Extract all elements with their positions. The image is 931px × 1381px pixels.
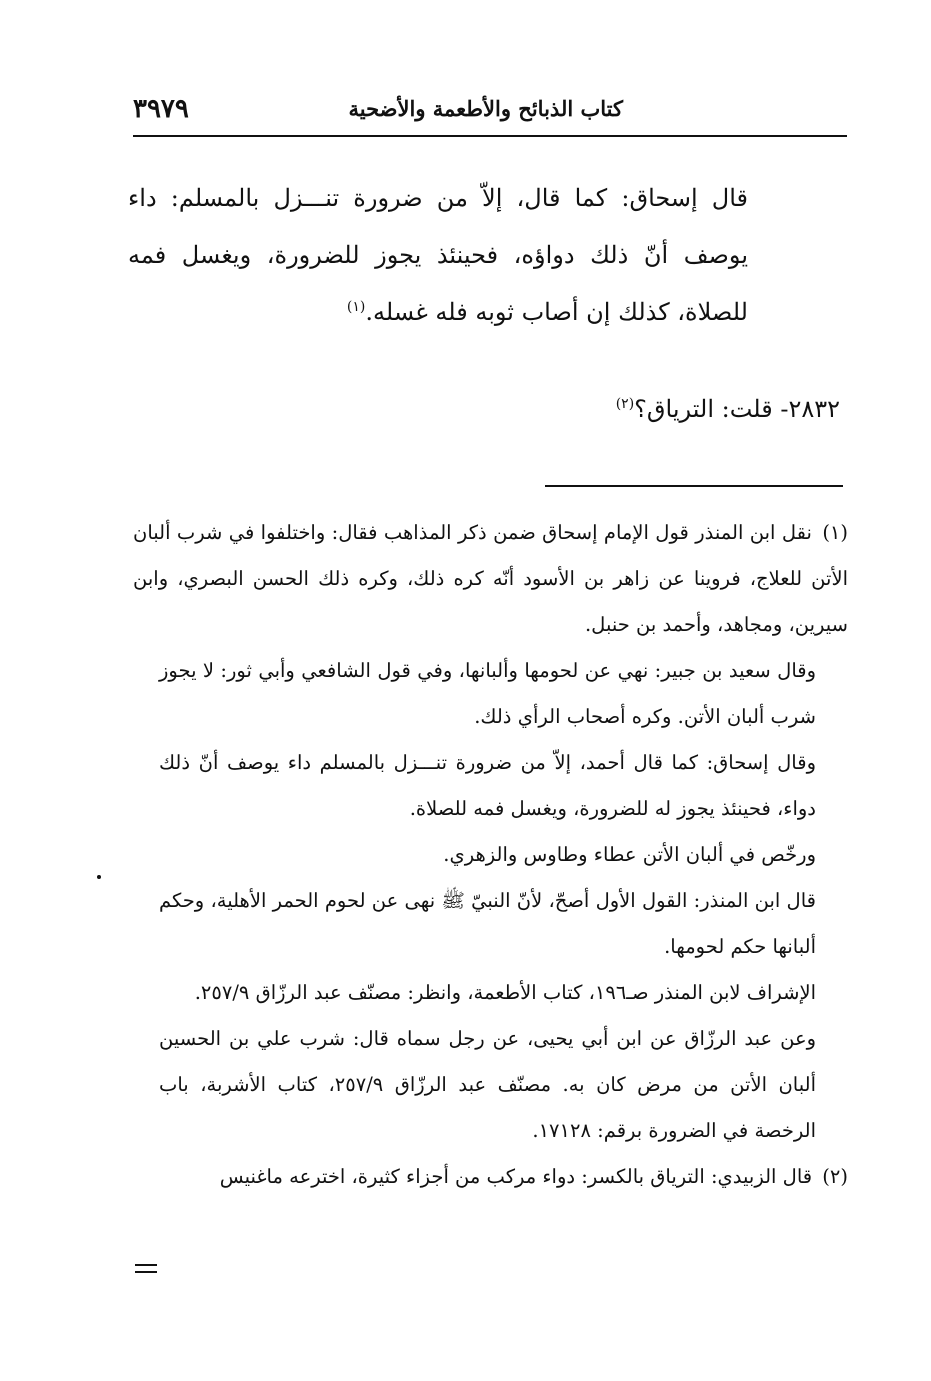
page-header: [133, 92, 843, 132]
footnote-ref-1: (١): [346, 299, 366, 315]
main-paragraph: [128, 170, 748, 341]
footnote-1-marker: (١): [822, 521, 849, 544]
continuation-mark: [135, 1264, 157, 1273]
footnote-1-intro: [133, 510, 848, 648]
footnotes: [133, 510, 848, 1200]
entry-text: ٢٨٣٢- قلت: الترياق؟: [634, 395, 840, 423]
header-rule: [133, 135, 847, 137]
main-paragraph-text: قال إسحاق: كما قال، إلاّ من ضرورة تنـــزل بالمسلم: داء يوصف أنّ ذلك دواؤه، فحينئذ يجوز للضرورة، ويغسل فمه للصلاة، كذلك إن أصاب ثوبه فله غسله.: [128, 184, 748, 326]
footnote-1-paragraph: قال ابن المنذر: القول الأول أصحّ، لأنّ النبيّ ﷺ نهى عن لحوم الحمر الأهلية، وحكم ألبانها حكم لحومها.: [159, 889, 816, 958]
footnote-rule: [545, 485, 843, 487]
entry-2832: [380, 384, 840, 434]
main-text: [128, 170, 748, 341]
footnote-1-paragraph: وعن عبد الرزّاق عن ابن أبي يحيى، عن رجل سماه قال: شرب علي بن الحسين ألبان الأتن من مرض كان به. مصنّف عبد الرزّاق ٢٥٧/٩، كتاب الأشربة، باب الرخصة في الضرورة برقم: ١٧١٢٨.: [159, 1027, 816, 1142]
footnote-1-paragraph: وقال إسحاق: كما قال أحمد، إلاّ من ضرورة تنـــزل بالمسلم داء يوصف أنّ ذلك دواء، فحينئذ يجوز له للضرورة، ويغسل فمه للصلاة.: [159, 751, 816, 820]
footnote-1-paragraph: وقال سعيد بن جبير: نهي عن لحومها وألبانها، وفي قول الشافعي وأبي ثور: لا يجوز شرب ألبان الأتن. وكره أصحاب الرأي ذلك.: [159, 659, 816, 728]
margin-dot: [97, 875, 101, 879]
running-title: كتاب الذبائح والأطعمة والأضحية: [348, 96, 623, 121]
page-number: ٣٩٧٩: [133, 94, 189, 124]
footnote-2-text: قال الزبيدي: الترياق بالكسر: دواء مركب من أجزاء كثيرة، اخترعه ماغنيس: [219, 1165, 813, 1188]
footnote-1-text: نقل ابن المنذر قول الإمام إسحاق ضمن ذكر المذاهب فقال: واختلفوا في شرب ألبان الأتن للعلاج، فروينا عن زاهر بن الأسود أنّه كره ذلك، وكره ذلك الحسن البصري، وابن سيرين، ومجاهد، وأحمد بن حنبل.: [133, 521, 848, 636]
footnote-ref-2: (٢): [615, 396, 635, 412]
footnote-2: [133, 1154, 848, 1200]
footnote-2-marker: (٢): [822, 1165, 848, 1188]
footnote-1-reference: الإشراف لابن المنذر صـ١٩٦، كتاب الأطعمة، وانظر: مصنّف عبد الرزّاق ٢٥٧/٩.: [194, 981, 816, 1004]
footnote-1-paragraph: ورخّص في ألبان الأتن عطاء وطاوس والزهري.: [443, 843, 816, 866]
